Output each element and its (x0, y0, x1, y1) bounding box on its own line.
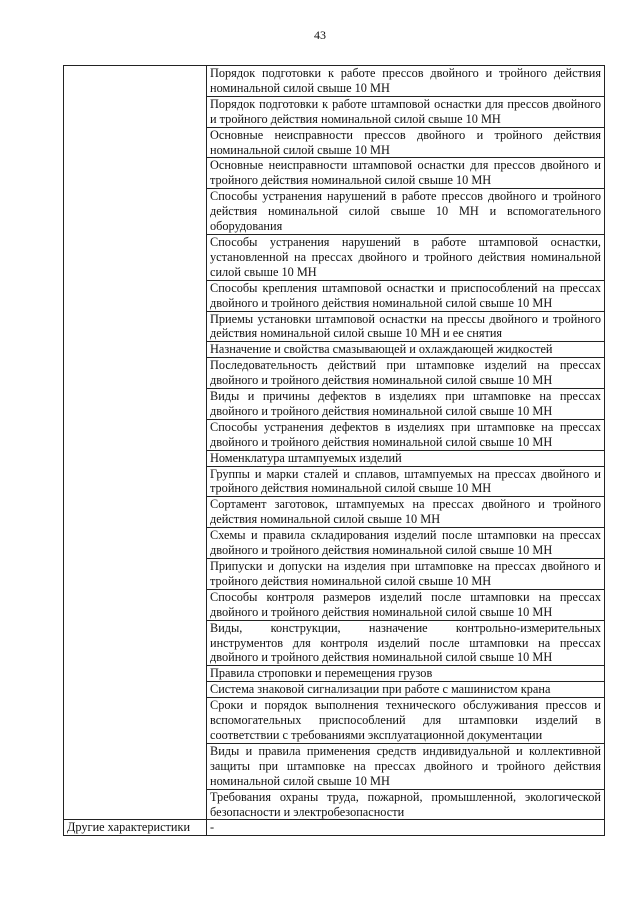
knowledge-item: Порядок подготовки к работе прессов двойного и тройного действия номинальной силой свыше 10 МН (207, 66, 605, 97)
knowledge-item: Сроки и порядок выполнения технического обслуживания прессов и вспомогательных приспособлений для штамповки изделий в соответствии с требованиями эксплуатационной документации (207, 698, 605, 744)
knowledge-item: Способы устранения нарушений в работе штамповой оснастки, установленной на прессах двойного и тройного действия номинальной силой свыше 10 МН (207, 234, 605, 280)
knowledge-item: Номенклатура штампуемых изделий (207, 450, 605, 466)
page-number: 43 (314, 28, 326, 42)
knowledge-item: Способы устранения дефектов в изделиях при штамповке на прессах двойного и тройного действия номинальной силой свыше 10 МН (207, 419, 605, 450)
knowledge-item: Правила строповки и перемещения грузов (207, 666, 605, 682)
knowledge-item: Способы крепления штамповой оснастки и приспособлений на прессах двойного и тройного действия номинальной силой свыше 10 МН (207, 280, 605, 311)
knowledge-item: Назначение и свойства смазывающей и охлаждающей жидкостей (207, 342, 605, 358)
empty-label-cell (64, 66, 207, 820)
table-row (64, 66, 605, 97)
other-characteristics-row (64, 820, 605, 836)
knowledge-item: Сортамент заготовок, штампуемых на прессах двойного и тройного действия номинальной силой свыше 10 МН (207, 497, 605, 528)
knowledge-item: Приемы установки штамповой оснастки на прессы двойного и тройного действия номинальной силой свыше 10 МН и ее снятия (207, 311, 605, 342)
knowledge-item: Последовательность действий при штамповке изделий на прессах двойного и тройного действия номинальной силой свыше 10 МН (207, 358, 605, 389)
other-characteristics-label: Другие характеристики (64, 820, 207, 836)
knowledge-item: Система знаковой сигнализации при работе с машинистом крана (207, 682, 605, 698)
knowledge-table (63, 65, 605, 836)
knowledge-item: Виды, конструкции, назначение контрольно-измерительных инструментов для контроля изделий после штамповки на прессах двойного и тройного действия номинальной силой свыше 10 МН (207, 620, 605, 666)
knowledge-item: Припуски и допуски на изделия при штамповке на прессах двойного и тройного действия номинальной силой свыше 10 МН (207, 559, 605, 590)
knowledge-table-body (64, 66, 605, 836)
knowledge-item: Виды и причины дефектов в изделиях при штамповке на прессах двойного и тройного действия номинальной силой свыше 10 МН (207, 389, 605, 420)
knowledge-item: Основные неисправности прессов двойного и тройного действия номинальной силой свыше 10 МН (207, 127, 605, 158)
knowledge-item: Требования охраны труда, пожарной, промышленной, экологической безопасности и электробезопасности (207, 789, 605, 820)
knowledge-item: Порядок подготовки к работе штамповой оснастки для прессов двойного и тройного действия номинальной силой свыше 10 МН (207, 96, 605, 127)
knowledge-item: Виды и правила применения средств индивидуальной и коллективной защиты при штамповке на прессах двойного и тройного действия номинальной силой свыше 10 МН (207, 743, 605, 789)
knowledge-item: Способы устранения нарушений в работе прессов двойного и тройного действия номинальной силой свыше 10 МН и вспомогательного оборудования (207, 189, 605, 235)
knowledge-item: Основные неисправности штамповой оснастки для прессов двойного и тройного действия номинальной силой свыше 10 МН (207, 158, 605, 189)
knowledge-item: Способы контроля размеров изделий после штамповки на прессах двойного и тройного действия номинальной силой свыше 10 МН (207, 589, 605, 620)
other-characteristics-value: - (207, 820, 605, 836)
knowledge-item: Группы и марки сталей и сплавов, штампуемых на прессах двойного и тройного действия номинальной силой свыше 10 МН (207, 466, 605, 497)
knowledge-item: Схемы и правила складирования изделий после штамповки на прессах двойного и тройного действия номинальной силой свыше 10 МН (207, 528, 605, 559)
